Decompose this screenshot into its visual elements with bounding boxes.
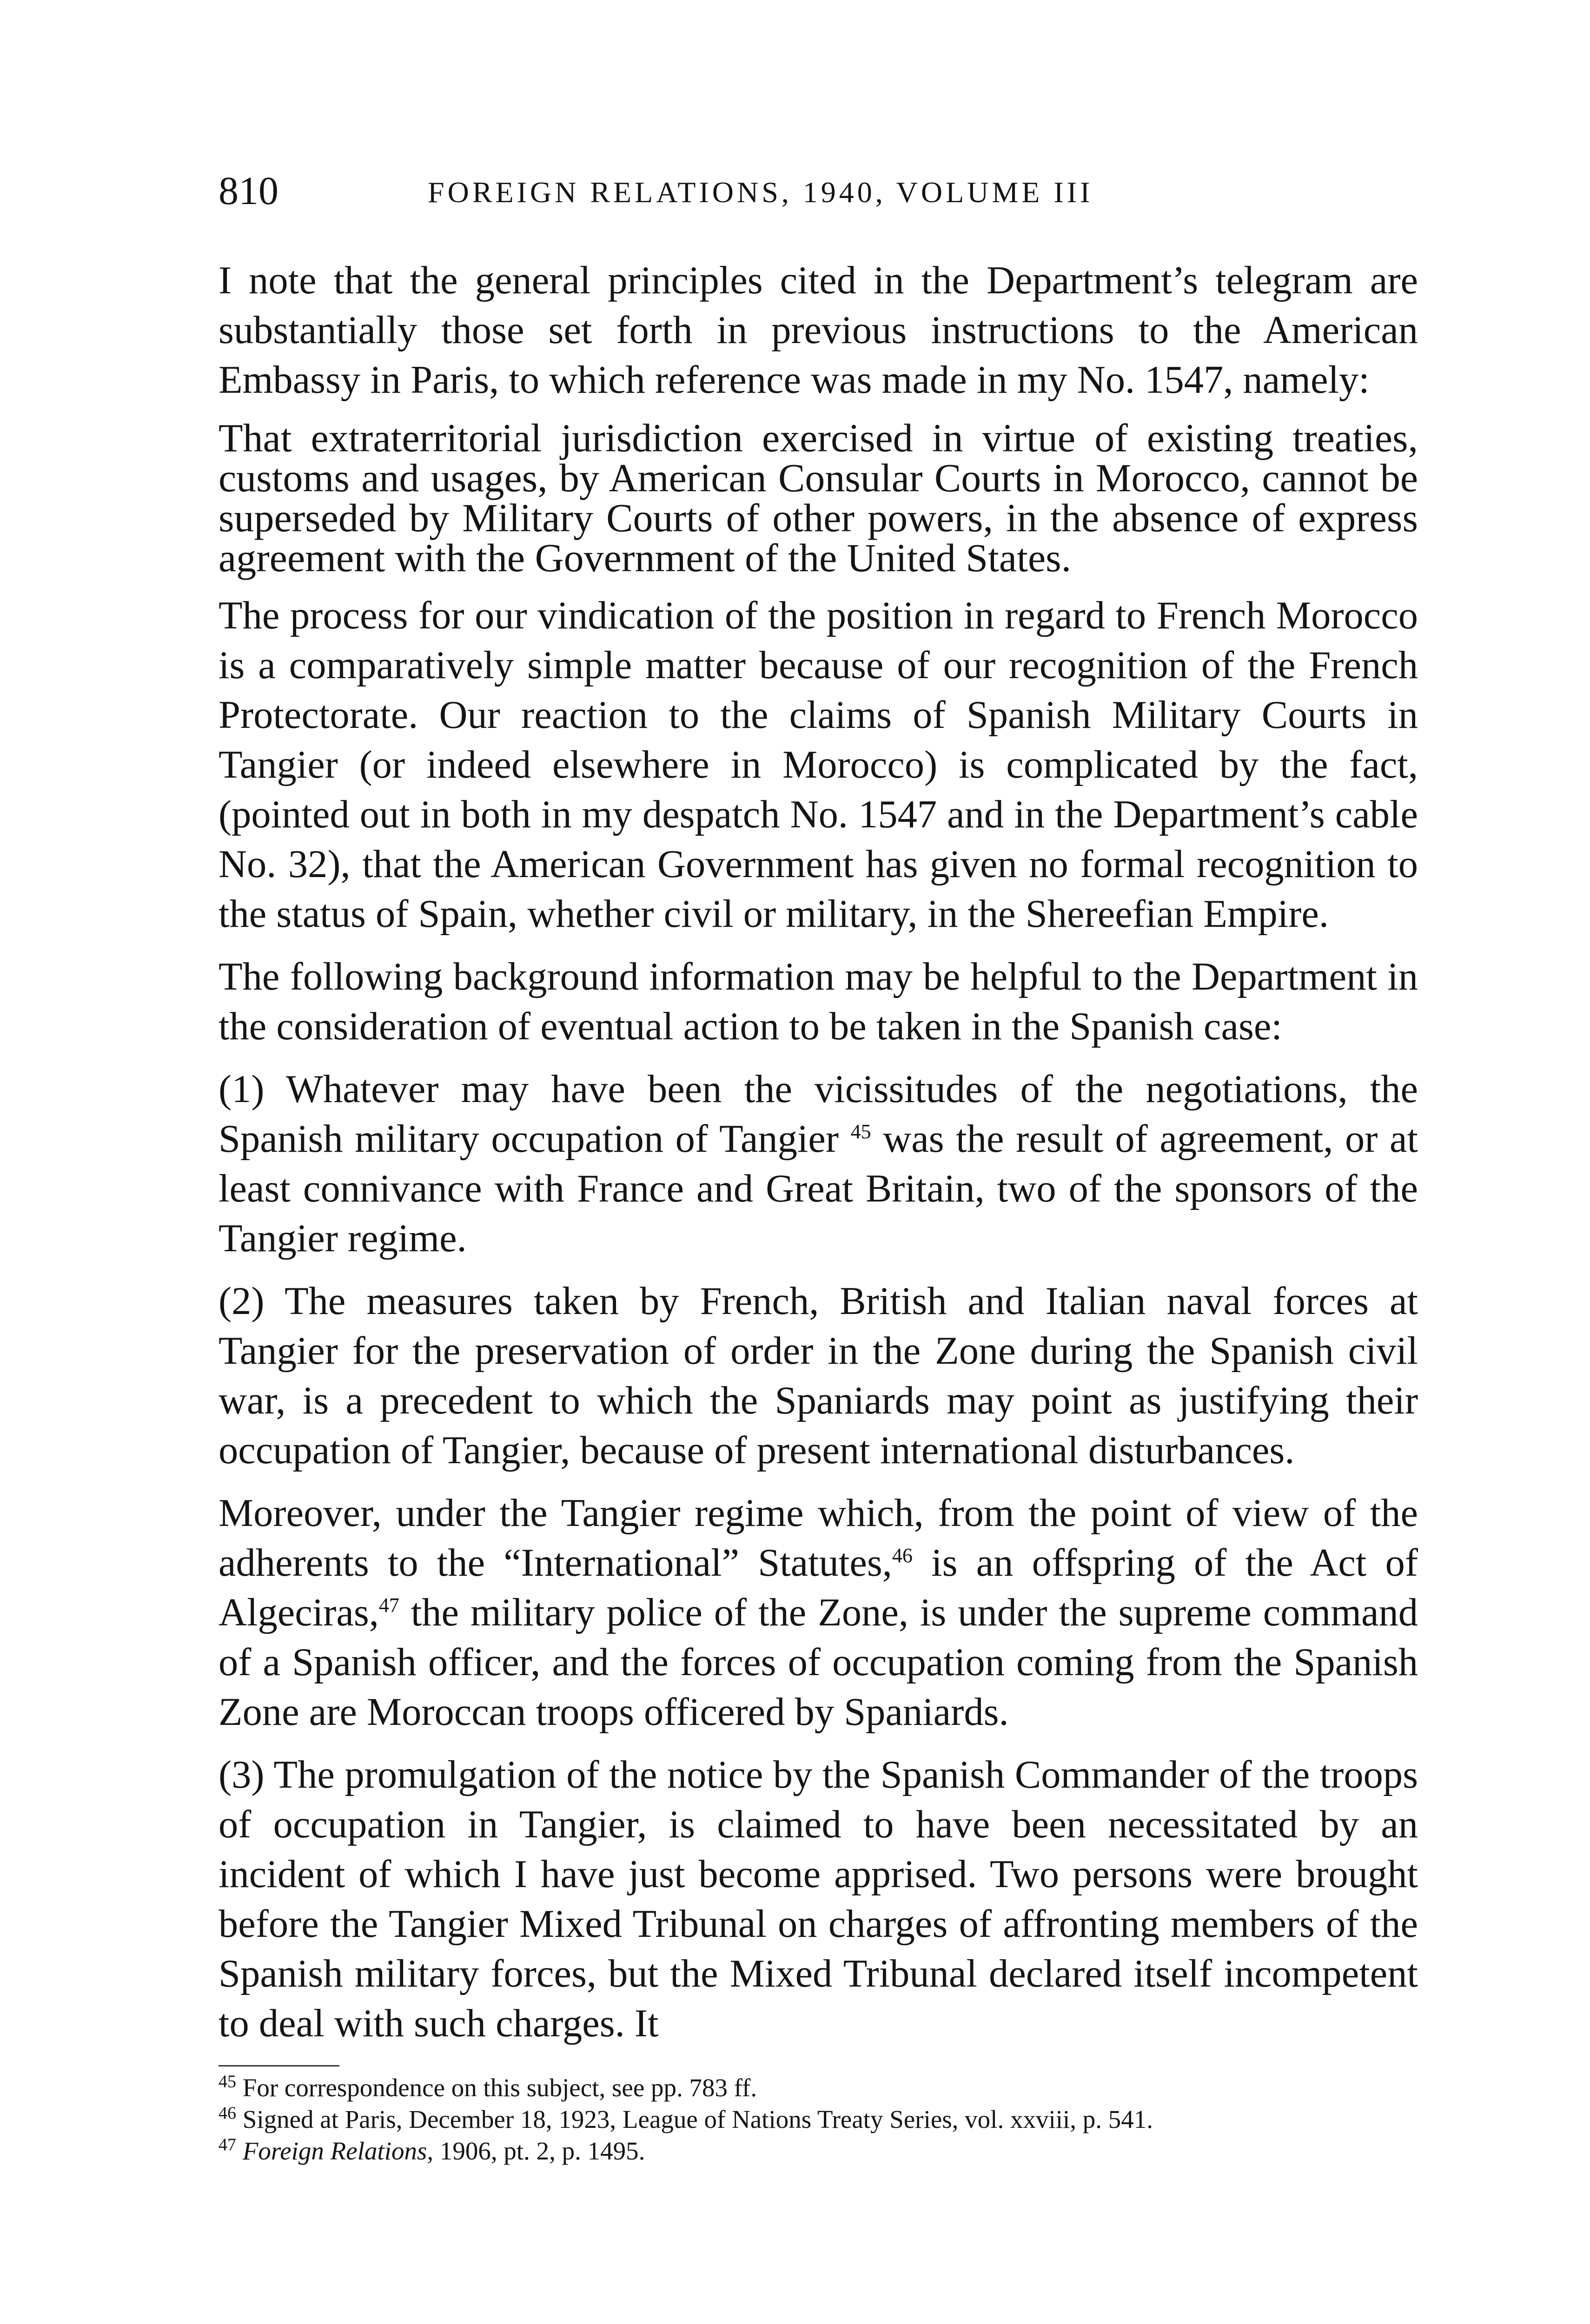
footnote-text: 1906, pt. 2, p. 1495.	[433, 2137, 645, 2165]
footnote-marker: 45	[219, 2072, 236, 2092]
footnote-divider	[219, 2065, 339, 2067]
paragraph-1: I note that the general principles cited in the Department’s telegram are substantially those set forth in previous instructions to the American Embassy in Paris, to which reference was made in my No. 1547, namely:	[219, 259, 1418, 402]
paragraph-2: The process for our vindication of the position in regard to French Morocco is a comparatively simple matter because of our recognition of the French Protectorate. Our reaction to the claims of Spanish Military Courts in Tangier (or indeed elsewhere in Morocco) is complicated by the fact, (pointed out in both in my despatch No. 1547 and in the Department’s cable No. 32), that the American Government has given no formal recognition to the status of Spain, whether civil or military, in the Shereefian Empire.	[219, 594, 1418, 936]
paragraph-7: (3) The promulgation of the notice by the Spanish Commander of the troops of occupation in Tangier, is claimed to have been necessitated by an incident of which I have just become apprised. Two persons were brought before the Tangier Mixed Tribunal on charges of affronting members of the Spanish military forces, but the Mixed Tribunal declared itself incompetent to deal with such charges. It	[219, 1753, 1418, 2045]
running-head	[219, 167, 1418, 223]
footnote-46	[219, 2104, 1418, 2135]
paragraph-5: (2) The measures taken by French, British and Italian naval forces at Tangier for the preservation of order in the Zone during the Spanish civil war, is a precedent to which the Spaniards may point as justifying their occupation of Tangier, because of present international disturbances.	[219, 1280, 1418, 1472]
footnote-marker: 46	[219, 2103, 236, 2123]
paragraph-4-continued: was the result of agreement, or at least connivance with France and Great Britain, two of the sponsors of the Tangier regime.	[219, 1117, 1418, 1260]
paragraph-4	[219, 1064, 1418, 1263]
paragraph-6	[219, 1488, 1418, 1737]
paragraph-4-text: (1) Whatever may have been the vicissitudes of the negotiations, the Spanish military occupation of Tangier	[219, 1068, 1418, 1161]
footnote-marker: 47	[219, 2135, 236, 2155]
page-number: 810	[219, 168, 278, 213]
footnote-title: Foreign Relations,	[242, 2137, 434, 2165]
footnote-text: Signed at Paris, December 18, 1923, League of Nations Treaty Series, vol. xxviii, p. 541.	[242, 2105, 1153, 2133]
paragraph-6-text: Moreover, under the Tangier regime which, from the point of view of the adherents to the “International” Statutes,	[219, 1492, 1418, 1585]
quoted-principle: That extraterritorial jurisdiction exercised in virtue of existing treaties, customs and usages, by American Consular Courts in Morocco, cannot be superseded by Military Courts of other powers, in the absence of express agreement with the Government of the United States.	[219, 416, 1418, 580]
footnote-ref-45: 45	[850, 1120, 871, 1143]
footnote-ref-46: 46	[892, 1544, 913, 1567]
footnotes	[219, 2072, 1418, 2167]
running-title: FOREIGN RELATIONS, 1940, VOLUME III	[428, 176, 1093, 209]
footnote-45	[219, 2072, 1418, 2104]
footnote-47	[219, 2135, 1418, 2167]
footnote-ref-47: 47	[378, 1593, 399, 1617]
paragraph-6-middle: is an offspring of the Act of Algeciras,	[219, 1541, 1418, 1634]
document-body	[219, 256, 1418, 2048]
paragraph-3: The following background information may be helpful to the Department in the consideration of eventual action to be taken in the Spanish case:	[219, 955, 1418, 1048]
footnote-text: For correspondence on this subject, see pp. 783 ff.	[242, 2073, 757, 2102]
paragraph-6-end: the military police of the Zone, is under the supreme command of a Spanish officer, and the forces of occupation coming from the Spanish Zone are Moroccan troops officered by Spaniards.	[219, 1591, 1418, 1734]
document-page	[219, 167, 1418, 2167]
